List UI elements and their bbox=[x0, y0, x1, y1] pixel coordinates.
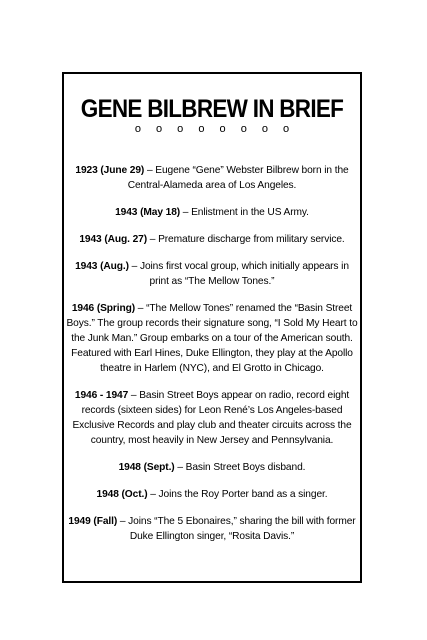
entry-text: Enlistment in the US Army. bbox=[191, 207, 309, 218]
entry-date: 1949 (Fall) bbox=[68, 516, 118, 527]
entry-text: Joins “The 5 Ebonaires,” sharing the bill with former Duke Ellington singer, “Rosita Davis.” bbox=[128, 516, 356, 542]
entry-separator: – bbox=[117, 516, 129, 527]
entry-date: 1923 (June 29) bbox=[75, 165, 145, 176]
timeline-entry bbox=[66, 514, 358, 544]
timeline-list bbox=[66, 163, 358, 556]
entry-date: 1943 (Aug. 27) bbox=[79, 234, 148, 245]
entry-text: Basin Street Boys appear on radio, record eight records (sixteen sides) for Leon René’s Los Angeles-based Exclusive Records and play club and theater circuits across the country, most heavily in New Jersey and Pennsylvania. bbox=[72, 390, 352, 446]
entry-text: Joins first vocal group, which initially appears in print as “The Mellow Tones.” bbox=[139, 261, 349, 287]
page-title: GENE BILBREW IN BRIEF bbox=[80, 95, 344, 123]
timeline-entry bbox=[66, 487, 358, 502]
timeline-entry bbox=[66, 163, 358, 193]
entry-separator: – bbox=[147, 489, 159, 500]
timeline-entry bbox=[66, 259, 358, 289]
entry-text: Eugene “Gene” Webster Bilbrew born in the Central-Alameda area of Los Angeles. bbox=[127, 165, 349, 191]
entry-text: Premature discharge from military service. bbox=[158, 234, 345, 245]
entry-text: Joins the Roy Porter band as a singer. bbox=[158, 489, 328, 500]
timeline-entry bbox=[66, 388, 358, 448]
entry-separator: – bbox=[135, 303, 147, 314]
entry-separator: – bbox=[174, 462, 186, 473]
entry-text: Basin Street Boys disband. bbox=[185, 462, 306, 473]
timeline-entry bbox=[66, 205, 358, 220]
timeline-entry bbox=[66, 232, 358, 247]
entry-separator: – bbox=[144, 165, 156, 176]
entry-date: 1948 (Sept.) bbox=[118, 462, 175, 473]
entry-date: 1948 (Oct.) bbox=[96, 489, 148, 500]
entry-separator: – bbox=[128, 261, 140, 272]
entry-date: 1943 (May 18) bbox=[115, 207, 181, 218]
entry-separator: – bbox=[147, 234, 159, 245]
ornament-divider: o o o o o o o o bbox=[134, 123, 296, 135]
timeline-entry bbox=[66, 460, 358, 475]
entry-separator: – bbox=[180, 207, 192, 218]
document-frame bbox=[62, 72, 362, 583]
entry-date: 1946 - 1947 bbox=[74, 390, 129, 401]
entry-text: “The Mellow Tones” renamed the “Basin Street Boys.” The group records their signature song, “I Sold My Heart to the Junk Man.” Group embarks on a tour of the American south. Featured with Earl Hines, Duke Ellington, they play at the Apollo theatre in Harlem (NYC), and El Grotto in Chicago. bbox=[66, 303, 358, 374]
timeline-entry bbox=[66, 301, 358, 376]
entry-date: 1943 (Aug.) bbox=[75, 261, 129, 272]
entry-date: 1946 (Spring) bbox=[71, 303, 136, 314]
entry-separator: – bbox=[128, 390, 140, 401]
